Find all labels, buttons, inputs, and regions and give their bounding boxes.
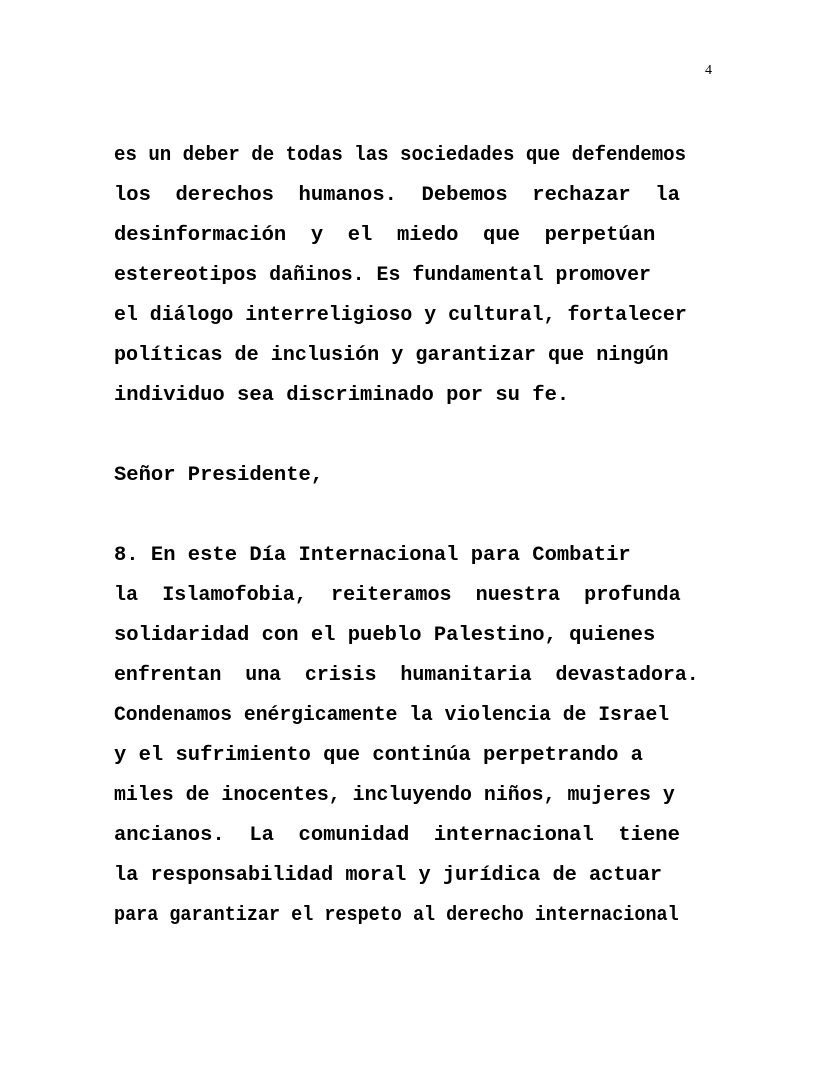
document-body [114,136,712,936]
paragraph-8-line-2: la Islamofobia, reiteramos nuestra profunda [114,584,681,607]
paragraph-continuation-line-2: los derechos humanos. Debemos rechazar la [114,184,680,207]
paragraph-8-line-1: 8. En este Día Internacional para Combatir [114,544,631,567]
paragraph-8-line-5: Condenamos enérgicamente la violencia de Israel [114,704,670,727]
paragraph-continuation-line-4: estereotipos dañinos. Es fundamental promover [114,264,651,287]
page-number: 4 [705,63,712,78]
paragraph-8-line-3: solidaridad con el pueblo Palestino, quienes [114,624,656,647]
paragraph-8-line-6: y el sufrimiento que continúa perpetrando a [114,744,643,767]
paragraph-8-line-4: enfrentan una crisis humanitaria devastadora. [114,664,699,687]
paragraph-continuation-line-6: políticas de inclusión y garantizar que ningún [114,344,669,367]
paragraph-continuation-line-3: desinformación y el miedo que perpetúan [114,224,656,247]
paragraph-8-line-9: la responsabilidad moral y jurídica de actuar [114,864,663,887]
paragraph-8-line-10: para garantizar el respeto al derecho internacional [114,904,679,927]
paragraph-continuation-line-7: individuo sea discriminado por su fe. [114,384,570,407]
paragraph-continuation-line-1: es un deber de todas las sociedades que defendemos [114,144,687,167]
paragraph-8-line-8: ancianos. La comunidad internacional tiene [114,824,680,847]
paragraph-8-line-7: miles de inocentes, incluyendo niños, mujeres y [114,784,675,807]
paragraph-gap-2 [114,496,712,536]
salutation-line-line-1: Señor Presidente, [114,464,324,487]
paragraph-continuation-line-5: el diálogo interreligioso y cultural, fortalecer [114,304,687,327]
paragraph-gap-1 [114,416,712,456]
